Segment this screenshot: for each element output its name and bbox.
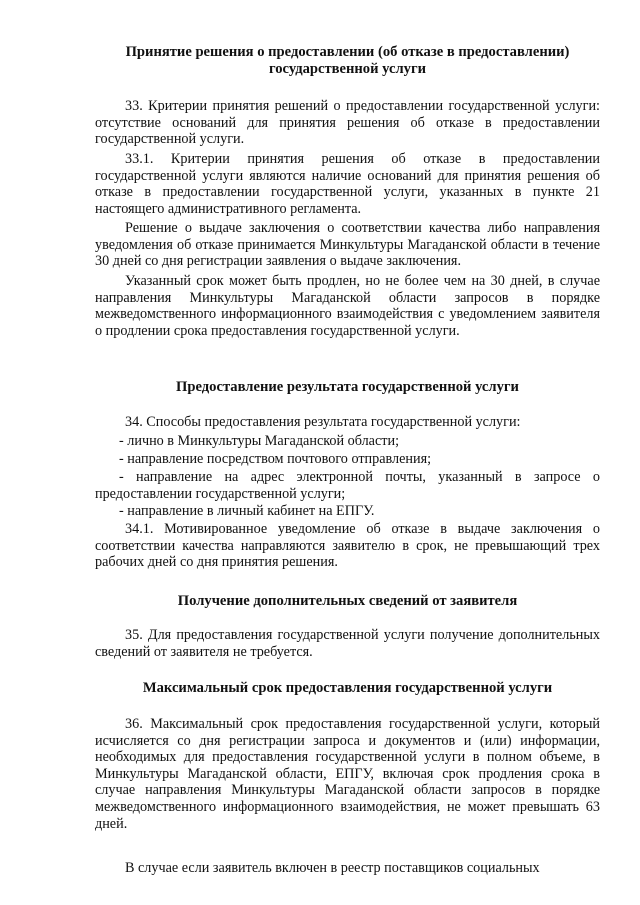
section-heading-additional-info: Получение дополнительных сведений от заявителя bbox=[177, 593, 518, 609]
paragraph-term-extension: Указанный срок может быть продлен, но не более чем на 30 дней, в случае направления Минкультуры Магаданской области запросов в порядке межведомственного информационного взаимодействия с уведомлением заявителя о продлении срока предоставления государственной услуги. bbox=[95, 273, 600, 339]
section-heading-decision: Принятие решения о предоставлении (об отказе в предоставлении) государственной услуги bbox=[125, 44, 570, 77]
paragraph-33-1: 33.1. Критерии принятия решения об отказе в предоставлении государственной услуги являются наличие оснований для принятия решения об отказе в предоставлении государственной услуги, указанных в пункте 21 настоящего административного регламента. bbox=[95, 151, 600, 217]
section-heading-result: Предоставление результата государственной услуги bbox=[176, 379, 519, 395]
section-heading-max-term: Максимальный срок предоставления государственной услуги bbox=[142, 680, 553, 696]
list-item-epgu-cabinet: - направление в личный кабинет на ЕПГУ. bbox=[119, 503, 375, 519]
paragraph-decision-term: Решение о выдаче заключения о соответствии качества либо направления уведомления об отказе принимается Минкультуры Магаданской области в течение 30 дней со дня регистрации заявления о выдаче заключения. bbox=[95, 220, 600, 270]
paragraph-35: 35. Для предоставления государственной услуги получение дополнительных сведений от заявителя не требуется. bbox=[95, 627, 600, 660]
paragraph-34-1: 34.1. Мотивированное уведомление об отказе в выдаче заключения о соответствии качества направляются заявителю в срок, не превышающий трех рабочих дней со дня принятия решения. bbox=[95, 521, 600, 571]
paragraph-33: 33. Критерии принятия решений о предоставлении государственной услуги: отсутствие оснований для принятия решения об отказе в предоставлении государственной услуги. bbox=[95, 98, 600, 148]
paragraph-36: 36. Максимальный срок предоставления государственной услуги, который исчисляется со дня регистрации запроса и документов и (или) информации, необходимых для предоставления государственной услуги в полном объеме, в Минкультуры Магаданской области, ЕПГУ, включая срок продления срока в случае направления Минкультуры Магаданской области запросов в порядке межведомственного информационного взаимодействия, не может превышать 63 дней. bbox=[95, 716, 600, 832]
list-item-email: - направление на адрес электронной почты, указанный в запросе о предоставлении государственной услуги; bbox=[95, 469, 600, 502]
paragraph-34: 34. Способы предоставления результата государственной услуги: bbox=[125, 414, 521, 430]
list-item-postal: - направление посредством почтового отправления; bbox=[119, 451, 432, 467]
list-item-in-person: - лично в Минкультуры Магаданской области; bbox=[119, 433, 400, 449]
paragraph-social-providers: В случае если заявитель включен в реестр поставщиков социальных bbox=[125, 860, 540, 876]
